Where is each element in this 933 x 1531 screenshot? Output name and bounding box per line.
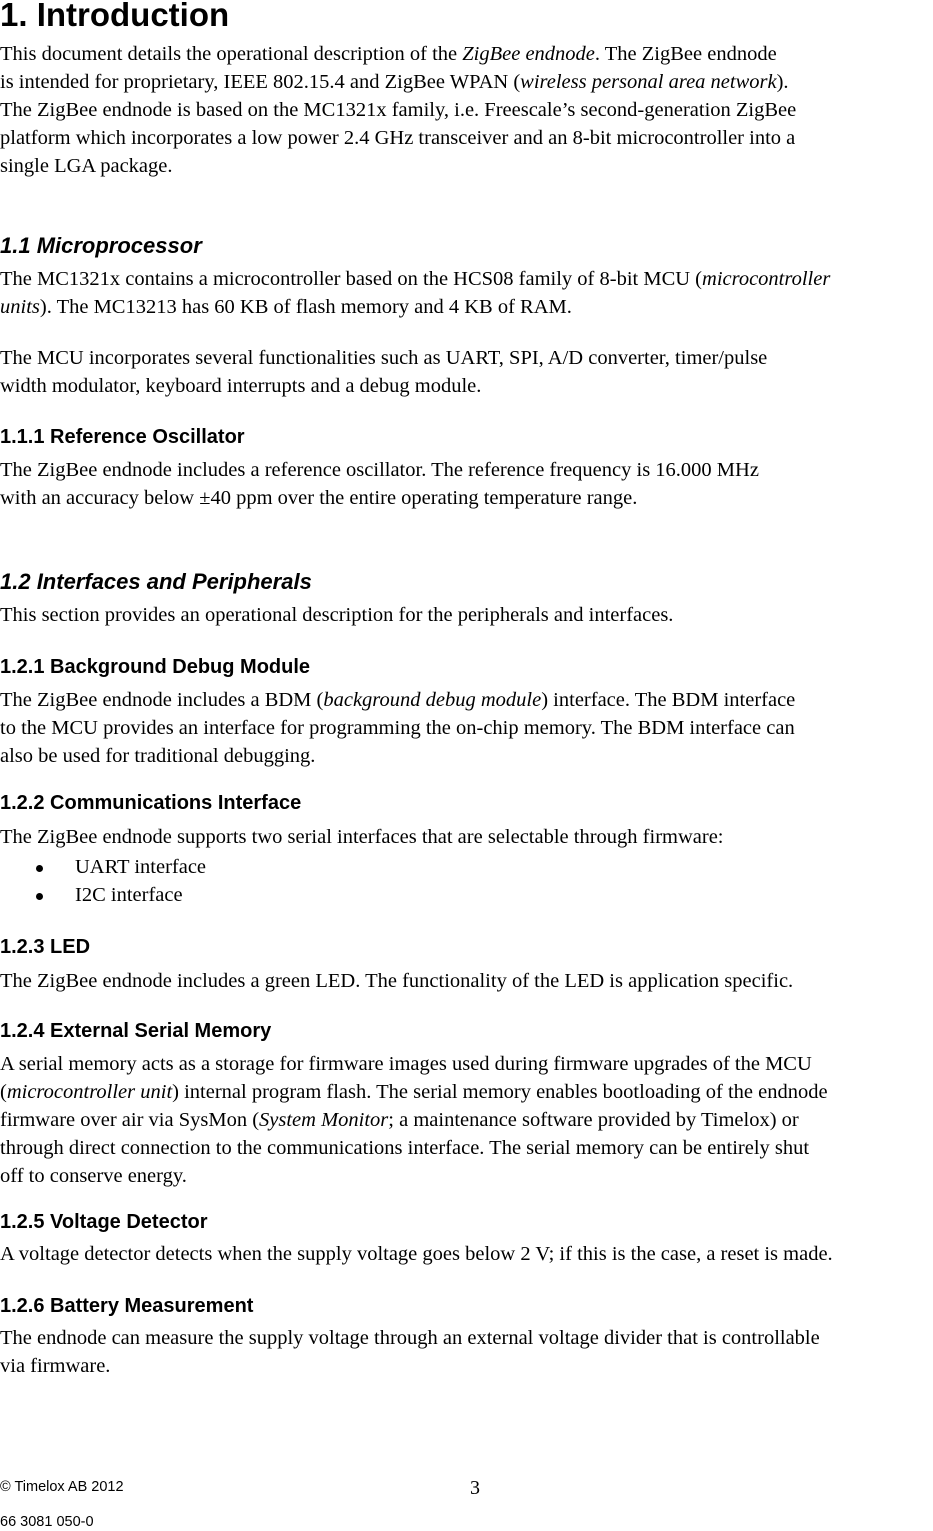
text-run: ). The MC13213 has 60 KB of flash memory and 4 KB of RAM. (39, 296, 572, 318)
text-line (0, 967, 793, 995)
text-line (0, 265, 830, 293)
text-run: . The ZigBee endnode (594, 43, 777, 65)
battery-paragraph (0, 1324, 820, 1380)
text-run: This document details the operational description of the (0, 43, 463, 65)
oscillator-paragraph (0, 456, 759, 512)
text-run: via firmware. (0, 1355, 111, 1377)
heading-external-serial-memory: 1.2.4 External Serial Memory (0, 1020, 272, 1042)
text-run: also be used for traditional debugging. (0, 745, 316, 767)
emphasis-text: System Monitor (259, 1109, 389, 1131)
text-run: with an accuracy below ±40 ppm over the entire operating temperature range. (0, 487, 638, 509)
text-run: off to conserve energy. (0, 1165, 187, 1187)
footer-doc-number: 66 3081 050-0 (0, 1514, 94, 1530)
text-run: ) internal program flash. The serial memory enables bootloading of the endnode (172, 1081, 828, 1103)
text-line (0, 742, 795, 770)
led-paragraph (0, 967, 793, 995)
heading-led: 1.2.3 LED (0, 936, 91, 958)
bdm-paragraph (0, 686, 795, 770)
text-run: The MCU incorporates several functionalities such as UART, SPI, A/D converter, timer/pulse (0, 347, 768, 369)
emphasis-text: microcontroller unit (6, 1081, 173, 1103)
heading-voltage-detector: 1.2.5 Voltage Detector (0, 1211, 208, 1233)
text-line (0, 686, 795, 714)
text-line (0, 96, 796, 124)
text-run: ( (0, 1081, 7, 1103)
text-run: The MC1321x contains a microcontroller based on the HCS08 family of 8-bit MCU ( (0, 268, 703, 290)
emphasis-text: wireless personal area network (520, 71, 777, 93)
text-run: The ZigBee endnode includes a reference oscillator. The reference frequency is 16.000 MHz (0, 459, 759, 481)
bullet-icon (36, 865, 43, 872)
list-item (0, 853, 206, 881)
text-line (0, 1106, 828, 1134)
text-run: through direct connection to the communications interface. The serial memory can be entirely shut (0, 1137, 810, 1159)
heading-interfaces-peripherals: 1.2 Interfaces and Peripherals (0, 569, 312, 594)
text-line (0, 601, 673, 629)
text-line (0, 1078, 828, 1106)
bullet-icon (36, 893, 43, 900)
comms-intro: The ZigBee endnode supports two serial interfaces that are selectable through firmware: (0, 826, 724, 848)
text-run: ) interface. The BDM interface (541, 689, 796, 711)
microprocessor-paragraph-2 (0, 344, 767, 400)
text-run: The ZigBee endnode includes a green LED. The functionality of the LED is application specific. (0, 970, 794, 992)
microprocessor-paragraph-1 (0, 265, 830, 321)
text-line (0, 484, 759, 512)
memory-paragraph (0, 1050, 828, 1190)
text-line (0, 293, 830, 321)
text-line (0, 1352, 820, 1380)
emphasis-text: background debug module (323, 689, 542, 711)
interfaces-paragraph (0, 601, 673, 629)
text-line (0, 714, 795, 742)
text-line (0, 372, 767, 400)
list-item (0, 881, 206, 909)
text-line (0, 152, 796, 180)
text-run: firmware over air via SysMon ( (0, 1109, 260, 1131)
text-line (0, 124, 796, 152)
text-line (0, 1240, 833, 1268)
text-line (0, 456, 759, 484)
text-run: to the MCU provides an interface for programming the on-chip memory. The BDM interface can (0, 717, 795, 739)
text-line (0, 40, 796, 68)
text-run: is intended for proprietary, IEEE 802.15.4 and ZigBee WPAN ( (0, 71, 521, 93)
text-line (0, 1324, 820, 1352)
page-title: 1. Introduction (0, 0, 230, 33)
comms-bullet-list (0, 853, 206, 909)
text-run: A serial memory acts as a storage for firmware images used during firmware upgrades of the MCU (0, 1053, 812, 1075)
text-run: This section provides an operational description for the peripherals and interfaces. (0, 604, 674, 626)
list-item-label: I2C interface (75, 884, 183, 906)
heading-background-debug-module: 1.2.1 Background Debug Module (0, 656, 311, 678)
text-run: width modulator, keyboard interrupts and a debug module. (0, 375, 482, 397)
text-run: The ZigBee endnode is based on the MC1321x family, i.e. Freescale’s second-generation ZigBee (0, 99, 797, 121)
page-number: 3 (470, 1477, 480, 1499)
text-run: platform which incorporates a low power 2.4 GHz transceiver and an 8-bit microcontroller into a (0, 127, 796, 149)
heading-reference-oscillator: 1.1.1 Reference Oscillator (0, 426, 245, 448)
text-line (0, 1162, 828, 1190)
text-run: The endnode can measure the supply voltage through an external voltage divider that is controllable (0, 1327, 820, 1349)
text-line (0, 344, 767, 372)
text-line (0, 1134, 828, 1162)
heading-communications-interface: 1.2.2 Communications Interface (0, 792, 302, 814)
text-run: The ZigBee endnode includes a BDM ( (0, 689, 324, 711)
intro-paragraph (0, 40, 796, 180)
text-run: ). (776, 71, 789, 93)
text-run: A voltage detector detects when the supply voltage goes below 2 V; if this is the case, a reset is made. (0, 1243, 833, 1265)
list-item-label: UART interface (75, 856, 207, 878)
emphasis-text: ZigBee endnode (462, 43, 595, 65)
heading-microprocessor: 1.1 Microprocessor (0, 233, 202, 258)
emphasis-text: units (0, 296, 40, 318)
text-line (0, 1050, 828, 1078)
voltage-paragraph (0, 1240, 833, 1268)
heading-battery-measurement: 1.2.6 Battery Measurement (0, 1295, 254, 1317)
footer-copyright: © Timelox AB 2012 (0, 1479, 124, 1495)
text-run: single LGA package. (0, 155, 173, 177)
emphasis-text: microcontroller (702, 268, 831, 290)
text-line (0, 68, 796, 96)
text-run: ; a maintenance software provided by Timelox) or (388, 1109, 799, 1131)
